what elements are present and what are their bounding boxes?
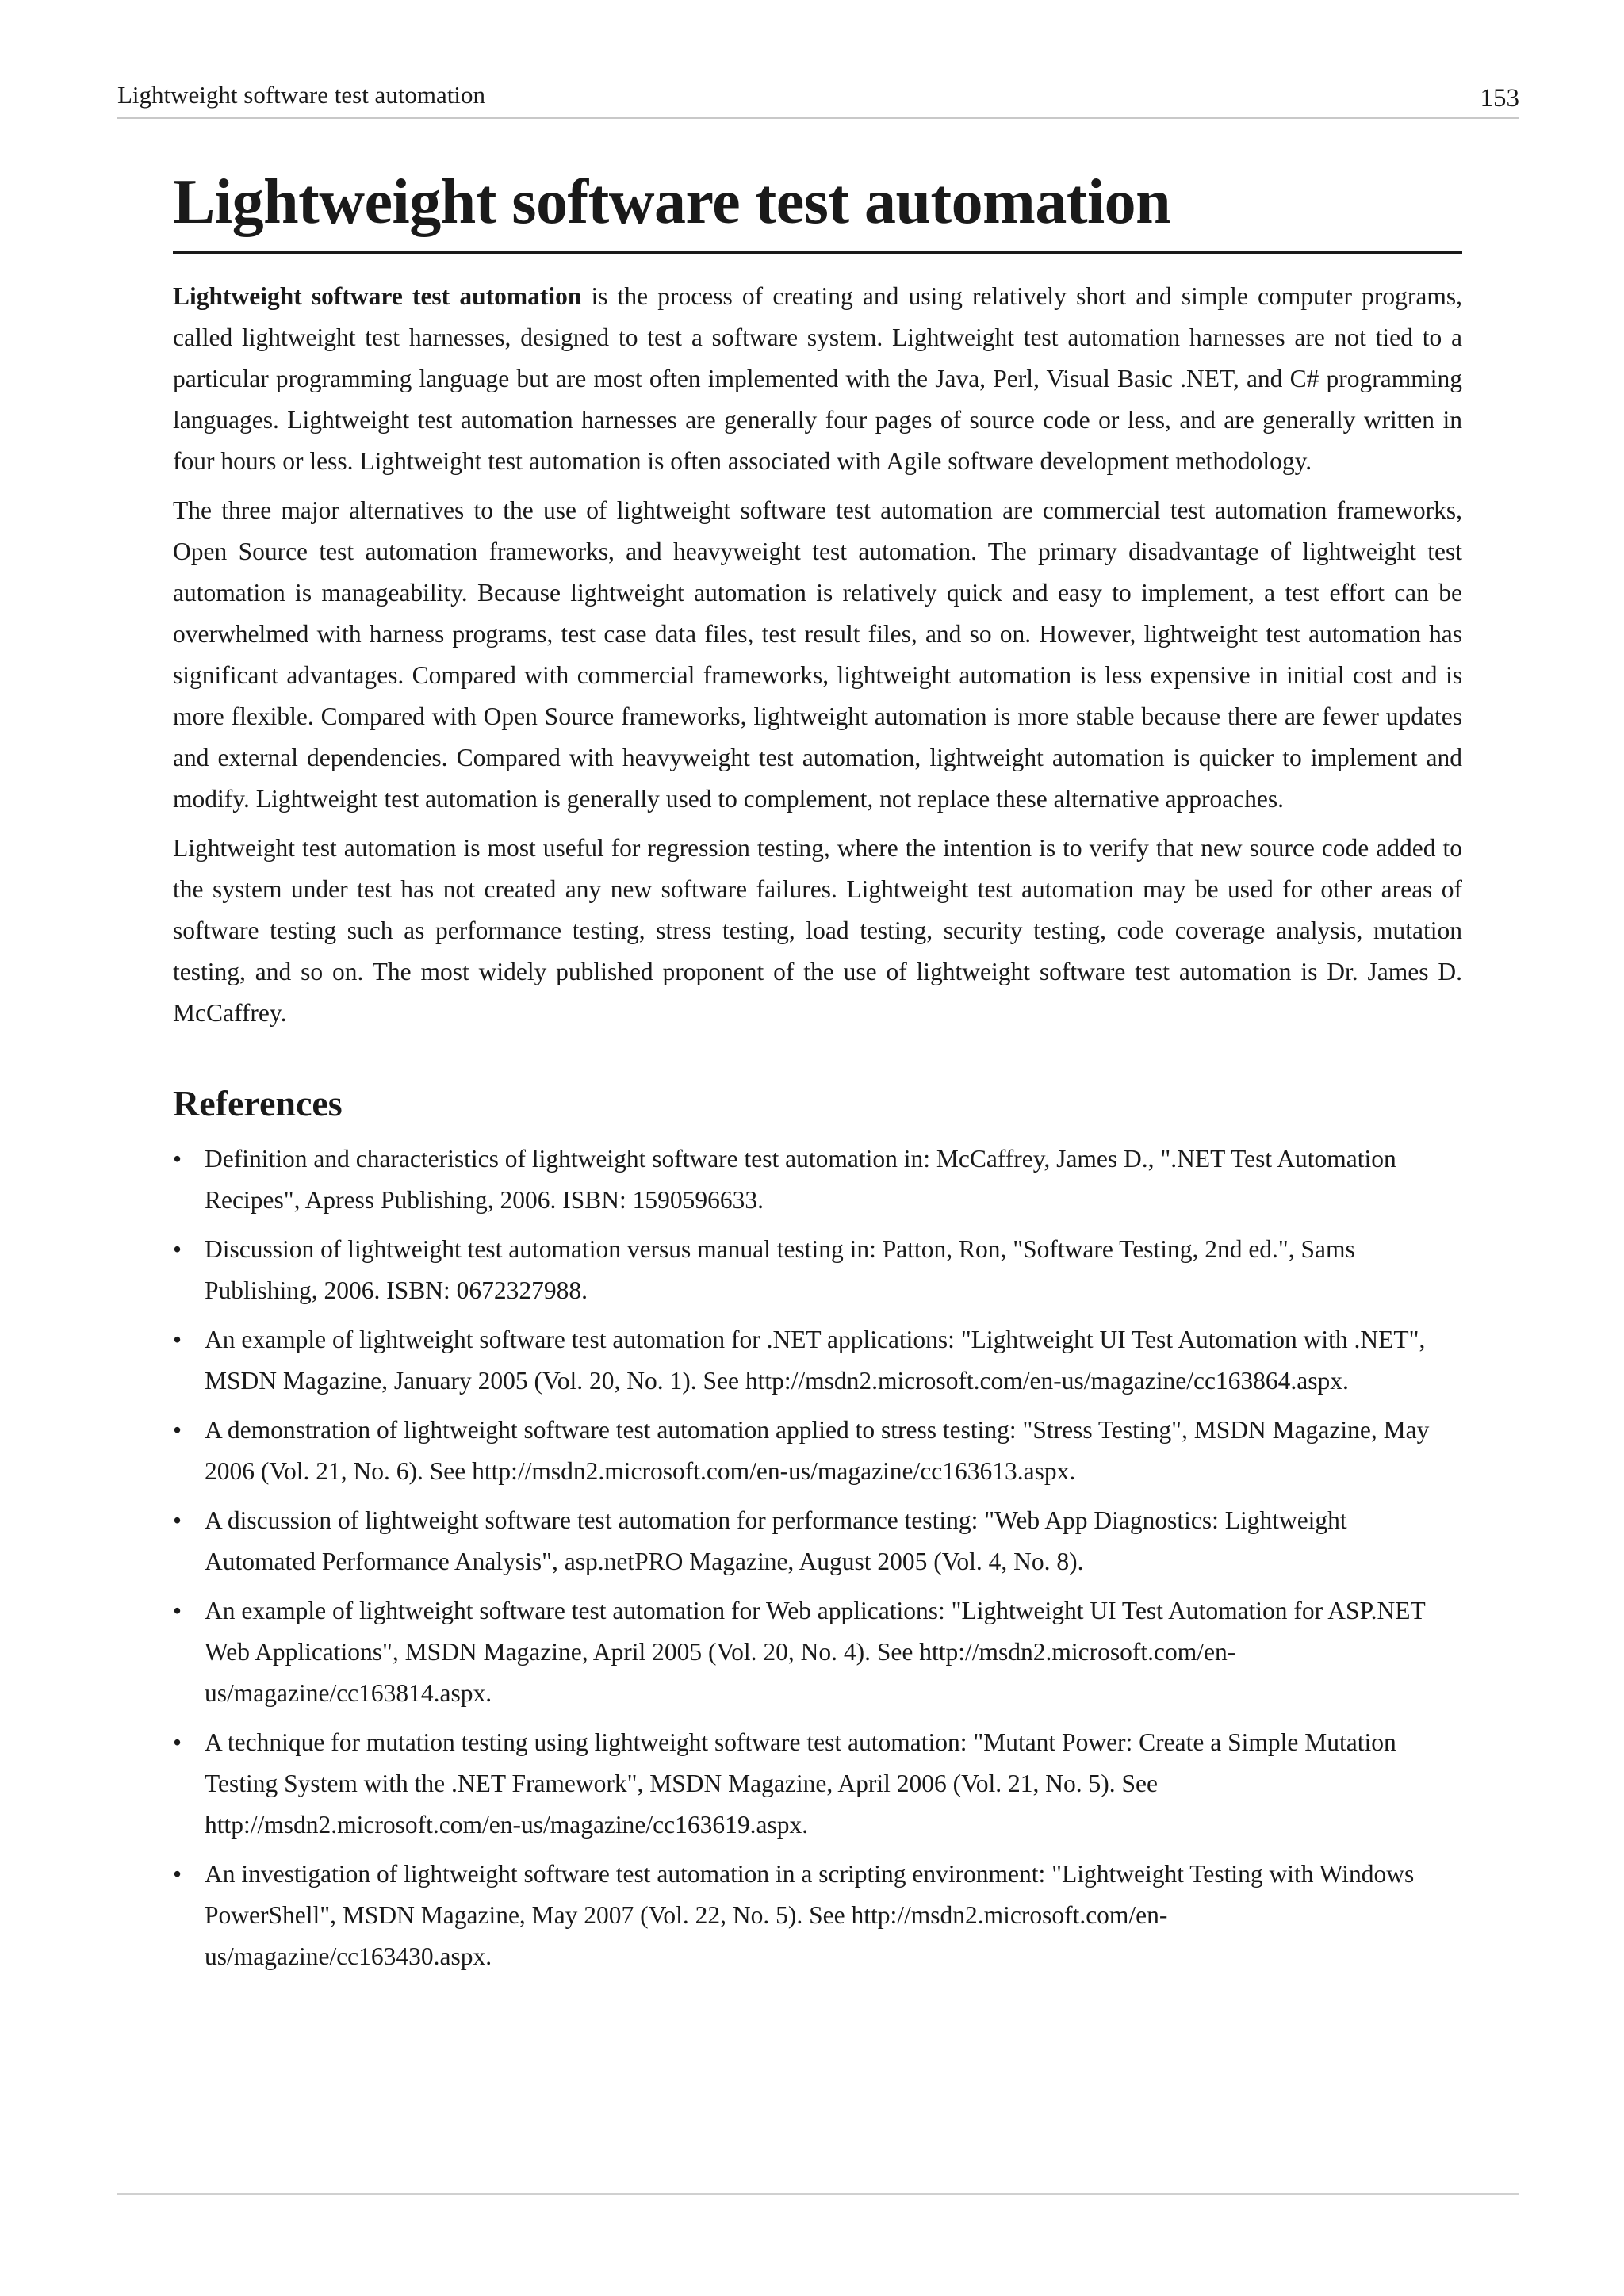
running-header — [117, 79, 1519, 119]
reference-item — [173, 1722, 1450, 1846]
reference-item — [173, 1590, 1450, 1714]
reference-item — [173, 1319, 1450, 1402]
reference-text: Discussion of lightweight test automation versus manual testing in: Patton, Ron, "Software Testing, 2nd ed.", Sams Publishing, 2006. ISBN: 0672327988. — [205, 1235, 1355, 1304]
reference-item — [173, 1410, 1450, 1492]
bullet-icon: • — [173, 1235, 182, 1263]
lead-term: Lightweight software test automation — [173, 282, 582, 310]
bullet-icon: • — [173, 1506, 182, 1534]
reference-text: An investigation of lightweight software test automation in a scripting environment: "Lightweight Testing with Windows PowerShell", MSDN Magazine, May 2007 (Vol. 22, No. 5). See http://msdn2.microsoft.com/en-us/magazine/cc163430.aspx. — [205, 1860, 1415, 1970]
reference-item — [173, 1138, 1450, 1221]
reference-text: An example of lightweight software test automation for .NET applications: "Lightweight UI Test Automation with .NET", MSDN Magazine, January 2005 (Vol. 20, No. 1). See http://msdn2.microsoft.com/en-us/magazine/cc163864.aspx. — [205, 1326, 1426, 1395]
reference-text: An example of lightweight software test automation for Web applications: "Lightweight UI Test Automation for ASP.NET Web Applications", MSDN Magazine, April 2005 (Vol. 20, No. 4). See http://msdn2.microsoft.com/en-us/magazine/cc163814.aspx. — [205, 1597, 1426, 1707]
bullet-icon: • — [173, 1860, 182, 1888]
reference-text: A demonstration of lightweight software test automation applied to stress testing: "Stress Testing", MSDN Magazine, May 2006 (Vol. 21, No. 6). See http://msdn2.microsoft.com/en-us/magazine/cc163613.aspx. — [205, 1416, 1430, 1485]
reference-item — [173, 1854, 1450, 1977]
usage-paragraph: Lightweight test automation is most useful for regression testing, where the intention is to verify that new source code added to the system under test has not created any new software failures. Lightweight test automation may be used for other areas of software testing such as performance testing, stress testing, load testing, security testing, code coverage analysis, mutation testing, and so on. The most widely published proponent of the use of lightweight software test automation is Dr. James D. McCaffrey. — [173, 834, 1462, 1027]
bullet-icon: • — [173, 1597, 182, 1624]
reference-text: Definition and characteristics of lightweight software test automation in: McCaffrey, James D., ".NET Test Automation Recipes", Apress Publishing, 2006. ISBN: 1590596633. — [205, 1145, 1396, 1214]
bullet-icon: • — [173, 1728, 182, 1756]
reference-list — [173, 1138, 1450, 1977]
bullet-icon: • — [173, 1416, 182, 1444]
bullet-icon: • — [173, 1326, 182, 1353]
intro-paragraph-text: is the process of creating and using relatively short and simple computer programs, called lightweight test harnesses, designed to test a software system. Lightweight test automation harnesses are not tied to a particular programming language but are most often implemented with the Java, Perl, Visual Basic .NET, and C# programming languages. Lightweight test automation harnesses are generally four pages of source code or less, and are generally written in four hours or less. Lightweight test automation is often associated with Agile software development methodology. — [173, 282, 1462, 475]
reference-item — [173, 1500, 1450, 1582]
reference-text: A technique for mutation testing using lightweight software test automation: "Mutant Power: Create a Simple Mutation Testing System with the .NET Framework", MSDN Magazine, April 2006 (Vol. 21, No. 5). See http://msdn2.microsoft.com/en-us/magazine/cc163619.aspx. — [205, 1728, 1396, 1839]
references-heading: References — [173, 1083, 343, 1123]
article-body — [173, 163, 1462, 1985]
page-number: 153 — [1480, 84, 1519, 113]
alternatives-paragraph: The three major alternatives to the use of lightweight software test automation are commercial test automation frameworks, Open Source test automation frameworks, and heavyweight test automation. The primary disadvantage of lightweight test automation is manageability. Because lightweight automation is relatively quick and easy to implement, a test effort can be overwhelmed with harness programs, test case data files, test result files, and so on. However, lightweight test automation has significant advantages. Compared with commercial frameworks, lightweight automation is less expensive in initial cost and is more flexible. Compared with Open Source frameworks, lightweight automation is more stable because there are fewer updates and external dependencies. Compared with heavyweight test automation, lightweight automation is quicker to implement and modify. Lightweight test automation is generally used to complement, not replace these alternative approaches. — [173, 496, 1462, 813]
bullet-icon: • — [173, 1145, 182, 1173]
running-title: Lightweight software test automation — [117, 81, 486, 109]
footer-rule — [117, 2193, 1519, 2195]
reference-item — [173, 1229, 1450, 1311]
reference-text: A discussion of lightweight software test automation for performance testing: "Web App Diagnostics: Lightweight Automated Performance Analysis", asp.netPRO Magazine, August 2005 (Vol. 4, No. 8). — [205, 1506, 1347, 1575]
intro-paragraph — [173, 276, 1462, 482]
article-title: Lightweight software test automation — [173, 163, 1462, 254]
